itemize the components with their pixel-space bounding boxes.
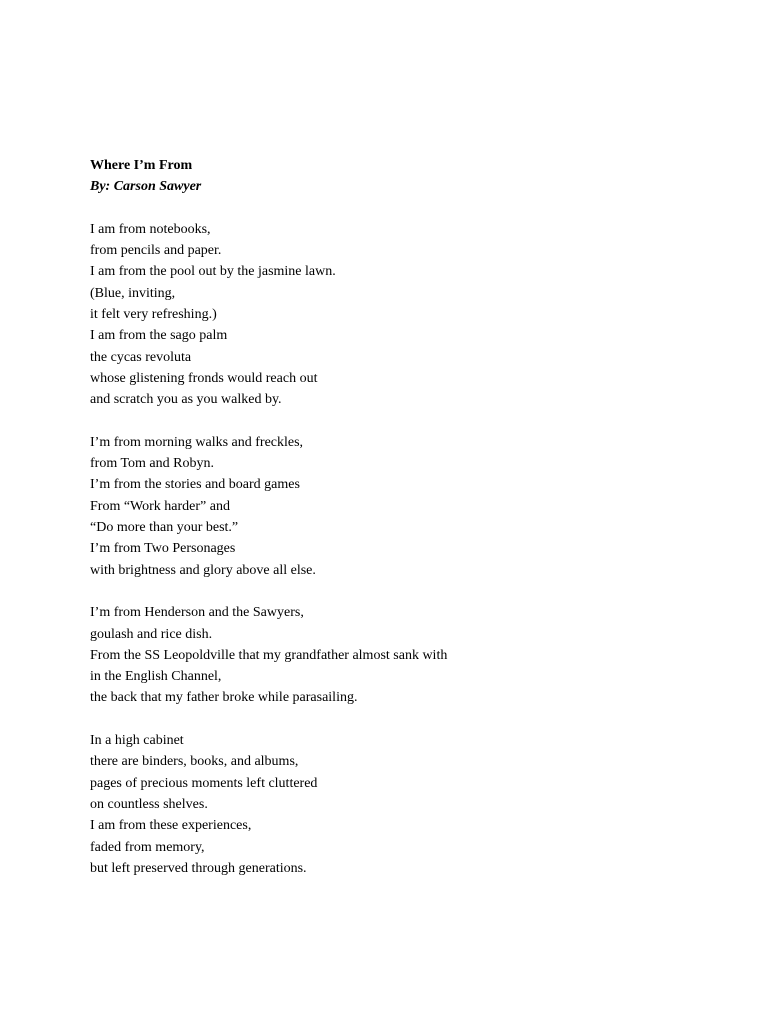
- poem-line: it felt very refreshing.): [90, 307, 217, 323]
- poem-line: on countless shelves.: [90, 796, 208, 812]
- poem-line: with brightness and glory above all else.: [90, 562, 316, 578]
- poem-line: the cycas revoluta: [90, 349, 192, 365]
- poem-line: from pencils and paper.: [90, 243, 222, 259]
- poem-line: I’m from Two Personages: [90, 541, 236, 557]
- poem-line: pages of precious moments left cluttered: [90, 775, 318, 791]
- poem-line: From the SS Leopoldville that my grandfather almost sank with: [90, 647, 448, 663]
- poem-line: I’m from the stories and board games: [90, 477, 300, 493]
- stanza-4: [90, 730, 710, 879]
- poem-byline: By: Carson Sawyer: [90, 179, 202, 195]
- poem-line: faded from memory,: [90, 839, 205, 855]
- poem-line: (Blue, inviting,: [90, 285, 176, 301]
- poem-line: I am from the pool out by the jasmine lawn.: [90, 264, 336, 280]
- poem-line: in the English Channel,: [90, 669, 222, 685]
- poem-line: In a high cabinet: [90, 733, 184, 749]
- poem-line: and scratch you as you walked by.: [90, 392, 282, 408]
- poem-line: From “Work harder” and: [90, 498, 230, 514]
- poem-line: I am from these experiences,: [90, 818, 252, 834]
- poem-line: but left preserved through generations.: [90, 860, 307, 876]
- stanza-3: [90, 602, 710, 708]
- stanza-1: [90, 219, 710, 411]
- poem-line: I am from notebooks,: [90, 221, 211, 237]
- poem-line: the back that my father broke while parasailing.: [90, 690, 358, 706]
- poem-line: I am from the sago palm: [90, 328, 228, 344]
- poem-line: goulash and rice dish.: [90, 626, 213, 642]
- poem-title: Where I’m From: [90, 158, 193, 173]
- stanza-2: [90, 432, 710, 581]
- poem-line: there are binders, books, and albums,: [90, 754, 299, 770]
- poem-line: “Do more than your best.”: [90, 520, 239, 536]
- poem-line: I’m from morning walks and freckles,: [90, 434, 304, 450]
- blank-line: [90, 198, 710, 219]
- poem-line: from Tom and Robyn.: [90, 456, 214, 472]
- poem: [90, 155, 710, 900]
- poem-line: I’m from Henderson and the Sawyers,: [90, 605, 304, 621]
- poem-line: whose glistening fronds would reach out: [90, 370, 318, 386]
